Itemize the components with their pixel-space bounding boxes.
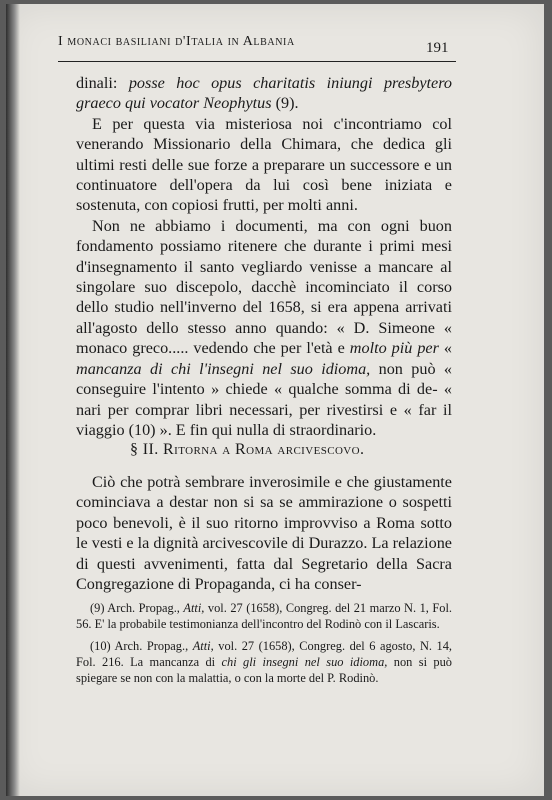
italic-text-segment: molto più per (349, 339, 439, 358)
body-text-section-2 (76, 472, 452, 594)
text-segment: « (438, 339, 453, 358)
paragraph (76, 472, 452, 594)
running-header: I monaci basiliani d'Italia in Albania (58, 34, 295, 49)
footnote (76, 600, 452, 632)
text-segment: non può « conseguire l'intento » chiede « qualche somma di de- « nari per comprar libri necessari, per rivestirsi e « far il viaggio (10) ». E fin qui nulla di straordinario. (76, 359, 453, 439)
text-segment: vol. 27 (1658), Congreg. del 21 marzo N. 1, Fol. 56. E' la probabile testimonianza dell'incontro del Rodinò con il Lascaris. (76, 601, 452, 631)
text-segment: (9) Arch. Propag., (90, 601, 184, 615)
paragraph (76, 73, 452, 114)
page-gutter-shadow (6, 4, 20, 796)
text-segment: dinali: (76, 74, 129, 92)
body-text (76, 73, 452, 440)
italic-text-segment: chi gli insegni nel suo idioma, (221, 655, 388, 669)
italic-text-segment: mancanza di chi l'insegni nel suo idioma, (76, 359, 371, 378)
header-rule (58, 61, 456, 62)
italic-text-segment: Atti, (192, 639, 214, 653)
italic-text-segment: Atti, (183, 601, 205, 615)
italic-text-segment: posse hoc opus charitatis iniungi presbytero graeco qui vocator Neophytus (76, 74, 452, 113)
footnote (76, 638, 452, 686)
text-segment: Ciò che potrà sembrare inverosimile e che giustamente cominciava a destar non si sa se ammirazione o sospetti poco benevoli, è il suo ritorno improvviso a Roma sotto le vesti e la dignità arcivescovile di Durazzo. La relazione di questi avvenimenti, fatta dal Segretario della Sacra Congregazione di Propaganda, ci ha conser- (76, 473, 452, 594)
text-segment: Non ne abbiamo i documenti, ma con ogni buon fondamento possiamo ritenere che durante i primi mesi d'insegnamento il santo vegliardo venisse a mancare al singolare suo discepolo, dacchè incominciato il corso dello studio nell'inverno del 1658, si era appena arrivati all'agosto dello stesso anno quando: « D. Simeone « monaco greco..... vedendo che per l'età e (76, 216, 452, 358)
text-segment: non si può spiegare se non con la malattia, o con la morte del P. Rodinò. (76, 655, 452, 685)
page-number: 191 (426, 40, 449, 56)
text-segment: E per questa via misteriosa noi c'incontriamo col venerando Missionario della Chimara, che dedica gli ultimi resti delle sue forze a preparare un successore e un continuatore dell'opera da lui così bene iniziata e sostenuta, con copiosi frutti, per molti anni. (76, 114, 452, 215)
section-heading: § II. Ritorna a Roma arcivescovo. (130, 441, 365, 458)
footnotes (76, 600, 452, 692)
text-segment: (10) Arch. Propag., (90, 639, 193, 653)
text-segment: (9). (271, 94, 299, 113)
paragraph (76, 216, 452, 440)
paragraph (76, 114, 452, 216)
text-segment: vol. 27 (1658), Congreg. del 6 agosto, N. 14, Fol. 216. La mancanza di (76, 639, 453, 669)
